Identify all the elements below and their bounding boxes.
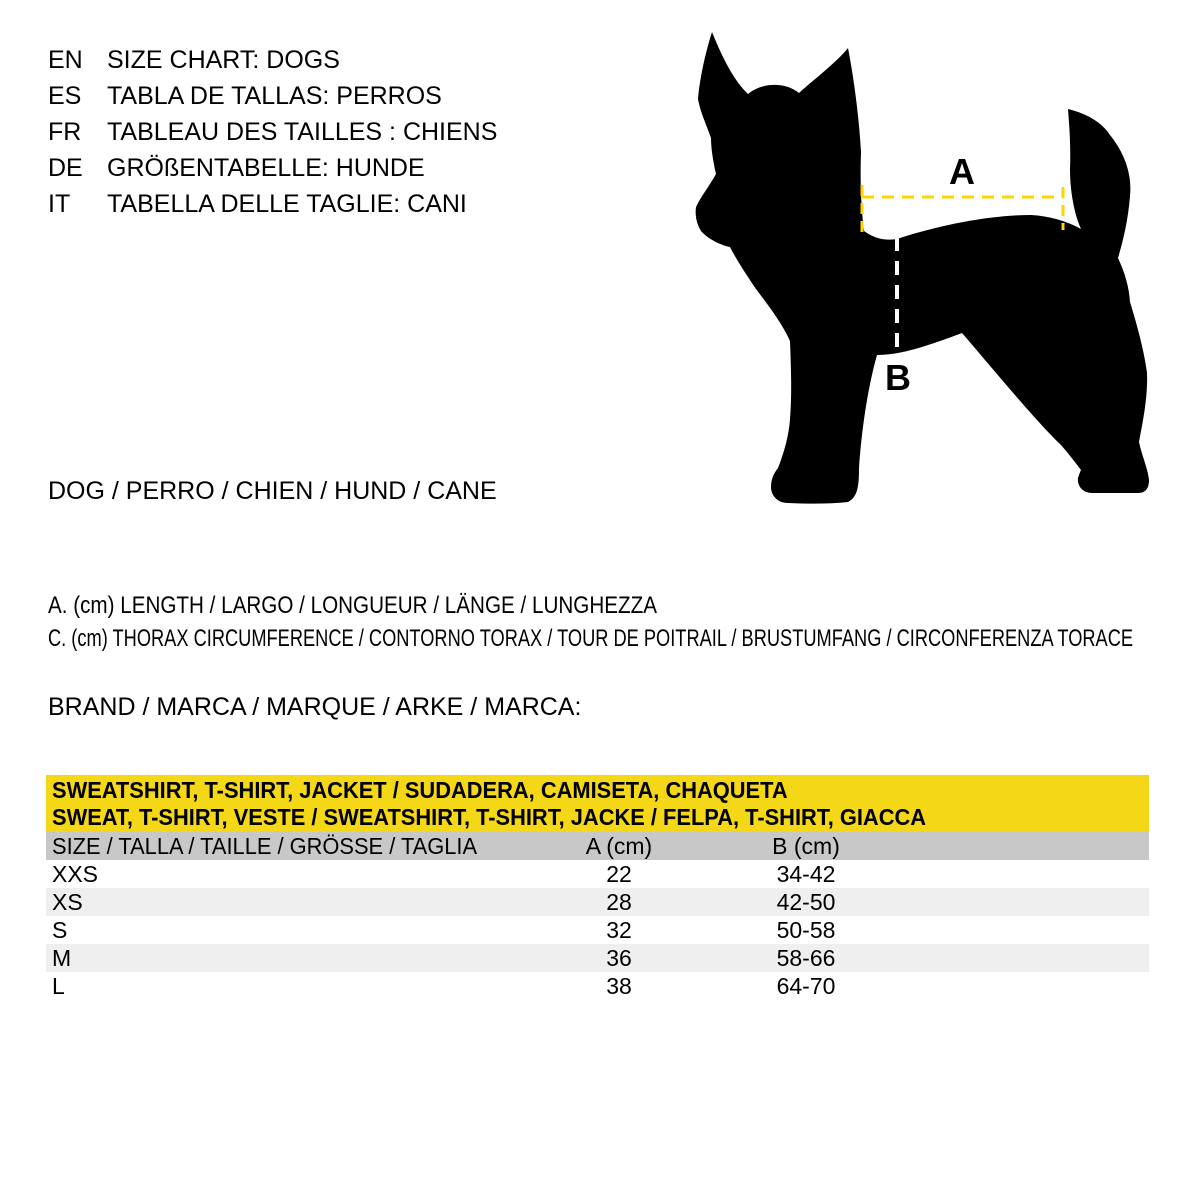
banner-line-2 [52, 804, 1149, 831]
language-code: FR [48, 118, 82, 146]
a-cell: 36 [606, 945, 632, 971]
page-title: SIZE CHART: DOGS [107, 46, 340, 74]
language-title-list [48, 42, 497, 222]
size-cell: XS [52, 889, 83, 915]
a-cell: 32 [606, 917, 632, 943]
banner-line-1 [52, 777, 1149, 804]
table-row [46, 944, 1149, 972]
page-title: TABLA DE TALLAS: PERROS [107, 82, 442, 110]
size-cell: L [52, 973, 65, 999]
b-cell: 50-58 [776, 917, 836, 943]
table-row [46, 860, 1149, 888]
a-cell: 38 [606, 973, 632, 999]
language-code: IT [48, 190, 71, 218]
size-cell: S [52, 917, 68, 943]
list-item [48, 42, 497, 78]
legend-line-c [48, 622, 1200, 655]
garment-type-banner [46, 775, 1149, 832]
column-header-size-text: SIZE / TALLA / TAILLE / GRÖSSE / TAGLIA [52, 833, 478, 859]
list-item [48, 150, 497, 186]
size-cell: XXS [52, 861, 99, 887]
column-header-size [52, 832, 499, 860]
legend-line-c-text: C. (cm) THORAX CIRCUMFERENCE / CONTORNO TORAX / TOUR DE POITRAIL / BRUSTUMFANG / CIRCONFERENZA TORACE [48, 625, 1134, 652]
animal-caption: DOG / PERRO / CHIEN / HUND / CANE [48, 477, 497, 505]
column-header-b: B (cm) [772, 833, 840, 859]
size-table [46, 775, 1149, 1000]
table-row [46, 916, 1149, 944]
brand-label: BRAND / MARCA / MARQUE / ARKE / MARCA: [48, 693, 582, 721]
dog-measurement-diagram [690, 25, 1165, 510]
legend-line-a-text: A. (cm) LENGTH / LARGO / LONGUEUR / LÄNGE / LUNGHEZZA [48, 592, 657, 619]
page-title: GRÖßENTABELLE: HUNDE [107, 154, 425, 182]
list-item [48, 114, 497, 150]
table-header-row [46, 832, 1149, 860]
list-item [48, 78, 497, 114]
a-cell: 28 [606, 889, 632, 915]
b-cell: 34-42 [776, 861, 836, 887]
b-cell: 42-50 [776, 889, 836, 915]
dog-silhouette-icon [696, 32, 1149, 504]
table-row [46, 972, 1149, 1000]
banner-line-2-text: SWEAT, T-SHIRT, VESTE / SWEATSHIRT, T-SHIRT, JACKE / FELPA, T-SHIRT, GIACCA [52, 804, 927, 830]
language-code: EN [48, 46, 83, 74]
b-cell: 58-66 [776, 945, 836, 971]
table-row [46, 888, 1149, 916]
b-cell: 64-70 [776, 973, 836, 999]
language-code: ES [48, 82, 82, 110]
legend-line-a [48, 589, 1200, 622]
measure-b-label: B [885, 357, 911, 398]
language-code: DE [48, 154, 83, 182]
measure-a-label: A [949, 151, 975, 192]
banner-line-1-text: SWEATSHIRT, T-SHIRT, JACKET / SUDADERA, CAMISETA, CHAQUETA [52, 777, 788, 803]
a-cell: 22 [606, 861, 632, 887]
list-item [48, 186, 497, 222]
column-header-a: A (cm) [585, 833, 653, 859]
measurement-legend [48, 589, 1200, 655]
page-title: TABELLA DELLE TAGLIE: CANI [107, 190, 467, 218]
page-title: TABLEAU DES TAILLES : CHIENS [107, 118, 498, 146]
size-cell: M [52, 945, 72, 971]
